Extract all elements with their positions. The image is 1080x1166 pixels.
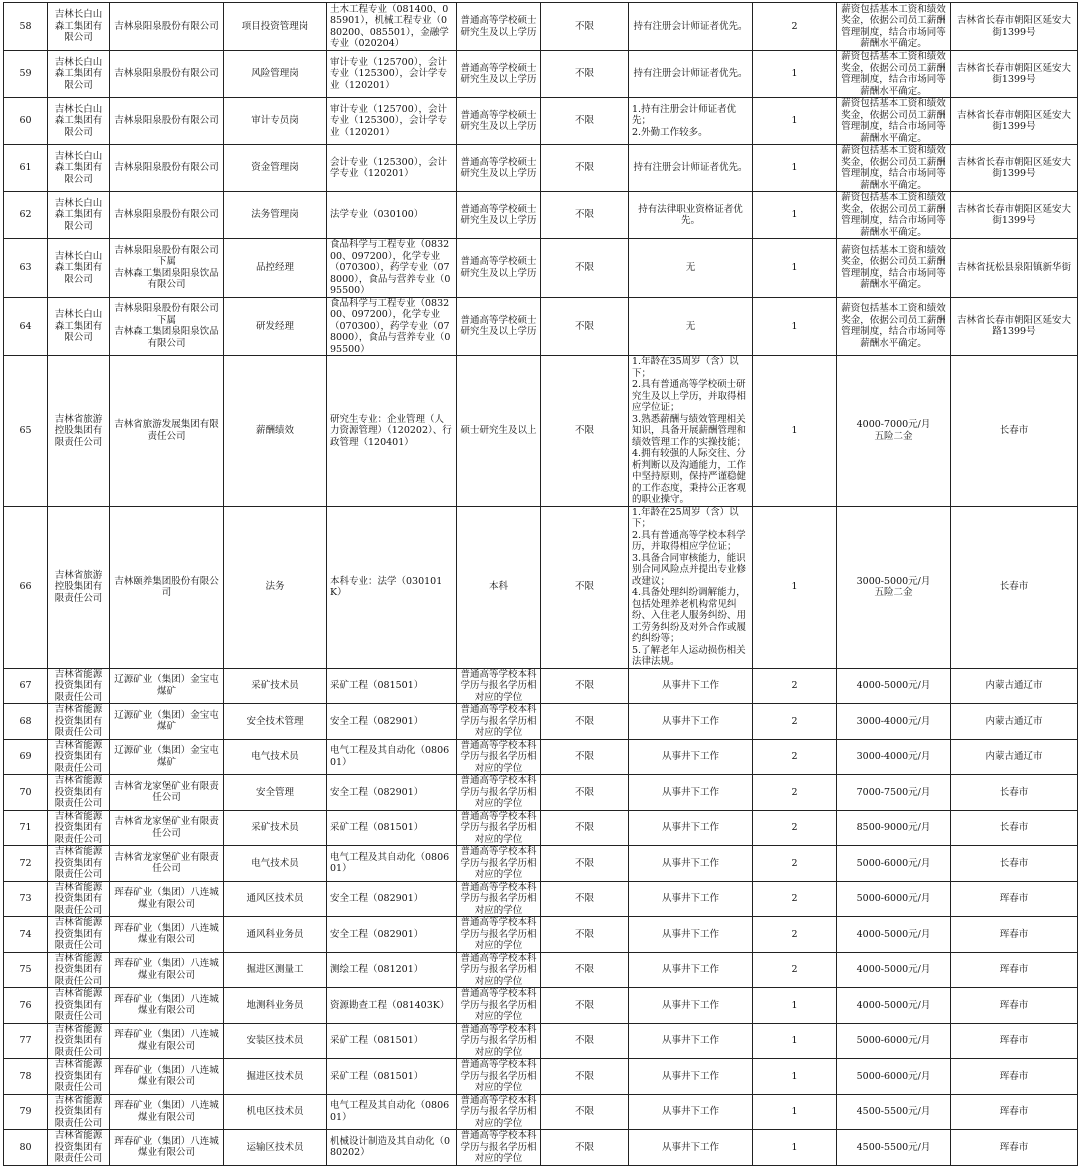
post-name-cell: 地测科业务员: [224, 988, 327, 1024]
row-number-cell: 78: [4, 1059, 48, 1095]
restriction-cell: 不限: [541, 846, 629, 882]
education-cell: 普通高等学校本科学历与报名学历相对应的学位: [457, 1023, 541, 1059]
salary-cell: 5000-6000元/月: [837, 881, 951, 917]
restriction-cell: 不限: [541, 952, 629, 988]
group-unit-cell: 吉林省能源投资集团有限责任公司: [48, 846, 110, 882]
major-cell: 电气工程及其自动化（080601）: [327, 739, 457, 775]
restriction-cell: 不限: [541, 239, 629, 298]
row-number-cell: 79: [4, 1094, 48, 1130]
education-cell: 普通高等学校本科学历与报名学历相对应的学位: [457, 1130, 541, 1166]
row-number-cell: 74: [4, 917, 48, 953]
education-cell: 普通高等学校本科学历与报名学历相对应的学位: [457, 704, 541, 740]
row-number-cell: 65: [4, 356, 48, 507]
post-name-cell: 通风区技术员: [224, 881, 327, 917]
row-number-cell: 80: [4, 1130, 48, 1166]
requirement-cell: 持有注册会计师证者优先。: [629, 51, 753, 98]
location-cell: 吉林省长春市朝阳区延安大街1399号: [951, 145, 1078, 192]
headcount-cell: 1: [753, 297, 837, 356]
company-cell: 吉林省旅游发展集团有限责任公司: [110, 356, 224, 507]
company-cell: 吉林泉阳泉股份有限公司下属 吉林森工集团泉阳泉饮品有限公司: [110, 239, 224, 298]
recruitment-table: [3, 2, 1078, 1166]
requirement-cell: 持有注册会计师证者优先。: [629, 3, 753, 51]
restriction-cell: 不限: [541, 810, 629, 846]
row-number-cell: 64: [4, 297, 48, 356]
company-cell: 吉林泉阳泉股份有限公司: [110, 98, 224, 145]
headcount-cell: 1: [753, 145, 837, 192]
row-number-cell: 58: [4, 3, 48, 51]
location-cell: 长春市: [951, 506, 1078, 668]
company-cell: 吉林省龙家堡矿业有限责任公司: [110, 846, 224, 882]
post-name-cell: 掘进区技术员: [224, 1059, 327, 1095]
company-cell: 珲春矿业（集团）八连城煤业有限公司: [110, 988, 224, 1024]
headcount-cell: 1: [753, 988, 837, 1024]
table-row: [4, 1023, 1078, 1059]
restriction-cell: 不限: [541, 356, 629, 507]
headcount-cell: 1: [753, 1130, 837, 1166]
company-cell: 吉林颐养集团股份有限公司: [110, 506, 224, 668]
headcount-cell: 1: [753, 239, 837, 298]
headcount-cell: 1: [753, 506, 837, 668]
headcount-cell: 2: [753, 881, 837, 917]
post-name-cell: 薪酬绩效: [224, 356, 327, 507]
post-name-cell: 风险管理岗: [224, 51, 327, 98]
table-row: [4, 988, 1078, 1024]
major-cell: 食品科学与工程专业（083200、097200），化学专业（070300），药学专业（078000），食品与营养专业（095500）: [327, 239, 457, 298]
major-cell: 审计专业（125700），会计专业（125300），会计学专业（120201）: [327, 51, 457, 98]
major-cell: 采矿工程（081501）: [327, 1059, 457, 1095]
education-cell: 普通高等学校本科学历与报名学历相对应的学位: [457, 952, 541, 988]
requirement-cell: 从事井下工作: [629, 1059, 753, 1095]
restriction-cell: 不限: [541, 917, 629, 953]
group-unit-cell: 吉林省能源投资集团有限责任公司: [48, 739, 110, 775]
education-cell: 普通高等学校硕士研究生及以上学历: [457, 192, 541, 239]
company-cell: 辽源矿业（集团）金宝屯煤矿: [110, 739, 224, 775]
location-cell: 长春市: [951, 356, 1078, 507]
requirement-cell: 从事井下工作: [629, 1130, 753, 1166]
restriction-cell: 不限: [541, 775, 629, 811]
table-row: [4, 356, 1078, 507]
table-row: [4, 810, 1078, 846]
row-number-cell: 70: [4, 775, 48, 811]
group-unit-cell: 吉林省能源投资集团有限责任公司: [48, 1094, 110, 1130]
headcount-cell: 1: [753, 1094, 837, 1130]
major-cell: 安全工程（082901）: [327, 775, 457, 811]
location-cell: 长春市: [951, 846, 1078, 882]
requirement-cell: 持有法律职业资格证者优先。: [629, 192, 753, 239]
location-cell: 内蒙古通辽市: [951, 739, 1078, 775]
education-cell: 普通高等学校本科学历与报名学历相对应的学位: [457, 1059, 541, 1095]
row-number-cell: 72: [4, 846, 48, 882]
restriction-cell: 不限: [541, 1059, 629, 1095]
row-number-cell: 73: [4, 881, 48, 917]
company-cell: 珲春矿业（集团）八连城煤业有限公司: [110, 1094, 224, 1130]
table-row: [4, 704, 1078, 740]
salary-cell: 薪资包括基本工资和绩效奖金，依据公司员工薪酬管理制度，结合市场同等薪酬水平确定。: [837, 51, 951, 98]
requirement-cell: 从事井下工作: [629, 846, 753, 882]
restriction-cell: 不限: [541, 3, 629, 51]
location-cell: 内蒙古通辽市: [951, 668, 1078, 704]
location-cell: 珲春市: [951, 917, 1078, 953]
table-row: [4, 917, 1078, 953]
group-unit-cell: 吉林长白山森工集团有限公司: [48, 297, 110, 356]
major-cell: 土木工程专业（081400、085901），机械工程专业（080200、085501），金融学专业（020204）: [327, 3, 457, 51]
headcount-cell: 2: [753, 704, 837, 740]
table-row: [4, 952, 1078, 988]
major-cell: 采矿工程（081501）: [327, 810, 457, 846]
company-cell: 吉林省龙家堡矿业有限责任公司: [110, 775, 224, 811]
education-cell: 普通高等学校硕士研究生及以上学历: [457, 51, 541, 98]
location-cell: 吉林省长春市朝阳区延安大街1399号: [951, 192, 1078, 239]
company-cell: 珲春矿业（集团）八连城煤业有限公司: [110, 952, 224, 988]
education-cell: 普通高等学校硕士研究生及以上学历: [457, 145, 541, 192]
education-cell: 本科: [457, 506, 541, 668]
location-cell: 吉林省抚松县泉阳镇新华街: [951, 239, 1078, 298]
row-number-cell: 69: [4, 739, 48, 775]
education-cell: 普通高等学校本科学历与报名学历相对应的学位: [457, 881, 541, 917]
requirement-cell: 从事井下工作: [629, 668, 753, 704]
salary-cell: 4000-5000元/月: [837, 988, 951, 1024]
table-row: [4, 98, 1078, 145]
major-cell: 采矿工程（081501）: [327, 1023, 457, 1059]
table-row: [4, 145, 1078, 192]
headcount-cell: 2: [753, 668, 837, 704]
company-cell: 珲春矿业（集团）八连城煤业有限公司: [110, 917, 224, 953]
major-cell: 食品科学与工程专业（083200、097200），化学专业（070300），药学专业（078000），食品与营养专业（095500）: [327, 297, 457, 356]
post-name-cell: 审计专员岗: [224, 98, 327, 145]
requirement-cell: 从事井下工作: [629, 1094, 753, 1130]
restriction-cell: 不限: [541, 1094, 629, 1130]
table-row: [4, 192, 1078, 239]
row-number-cell: 62: [4, 192, 48, 239]
salary-cell: 4500-5500元/月: [837, 1094, 951, 1130]
group-unit-cell: 吉林省能源投资集团有限责任公司: [48, 881, 110, 917]
table-row: [4, 668, 1078, 704]
row-number-cell: 75: [4, 952, 48, 988]
salary-cell: 7000-7500元/月: [837, 775, 951, 811]
salary-cell: 薪资包括基本工资和绩效奖金，依据公司员工薪酬管理制度，结合市场同等薪酬水平确定。: [837, 192, 951, 239]
company-cell: 吉林省龙家堡矿业有限责任公司: [110, 810, 224, 846]
education-cell: 普通高等学校本科学历与报名学历相对应的学位: [457, 988, 541, 1024]
location-cell: 长春市: [951, 810, 1078, 846]
location-cell: 珲春市: [951, 881, 1078, 917]
table-row: [4, 3, 1078, 51]
table-row: [4, 1094, 1078, 1130]
table-row: [4, 881, 1078, 917]
restriction-cell: 不限: [541, 739, 629, 775]
requirement-cell: 从事井下工作: [629, 810, 753, 846]
post-name-cell: 资金管理岗: [224, 145, 327, 192]
requirement-cell: 从事井下工作: [629, 952, 753, 988]
education-cell: 普通高等学校硕士研究生及以上学历: [457, 239, 541, 298]
restriction-cell: 不限: [541, 1130, 629, 1166]
location-cell: 珲春市: [951, 1130, 1078, 1166]
group-unit-cell: 吉林省能源投资集团有限责任公司: [48, 952, 110, 988]
restriction-cell: 不限: [541, 98, 629, 145]
location-cell: 吉林省长春市朝阳区延安大街1399号: [951, 3, 1078, 51]
headcount-cell: 1: [753, 192, 837, 239]
restriction-cell: 不限: [541, 988, 629, 1024]
post-name-cell: 通风科业务员: [224, 917, 327, 953]
company-cell: 珲春矿业（集团）八连城煤业有限公司: [110, 1130, 224, 1166]
restriction-cell: 不限: [541, 192, 629, 239]
education-cell: 普通高等学校硕士研究生及以上学历: [457, 297, 541, 356]
group-unit-cell: 吉林长白山森工集团有限公司: [48, 192, 110, 239]
salary-cell: 3000-4000元/月: [837, 739, 951, 775]
education-cell: 普通高等学校本科学历与报名学历相对应的学位: [457, 775, 541, 811]
restriction-cell: 不限: [541, 704, 629, 740]
major-cell: 机械设计制造及其自动化（080202）: [327, 1130, 457, 1166]
restriction-cell: 不限: [541, 506, 629, 668]
company-cell: 吉林泉阳泉股份有限公司: [110, 145, 224, 192]
headcount-cell: 1: [753, 1059, 837, 1095]
group-unit-cell: 吉林长白山森工集团有限公司: [48, 98, 110, 145]
restriction-cell: 不限: [541, 668, 629, 704]
education-cell: 普通高等学校本科学历与报名学历相对应的学位: [457, 810, 541, 846]
post-name-cell: 研发经理: [224, 297, 327, 356]
salary-cell: 薪资包括基本工资和绩效奖金，依据公司员工薪酬管理制度，结合市场同等薪酬水平确定。: [837, 145, 951, 192]
salary-cell: 8500-9000元/月: [837, 810, 951, 846]
group-unit-cell: 吉林省能源投资集团有限责任公司: [48, 668, 110, 704]
group-unit-cell: 吉林省旅游控股集团有限责任公司: [48, 506, 110, 668]
salary-cell: 3000-4000元/月: [837, 704, 951, 740]
location-cell: 珲春市: [951, 1059, 1078, 1095]
requirement-cell: 从事井下工作: [629, 917, 753, 953]
table-row: [4, 739, 1078, 775]
table-row: [4, 846, 1078, 882]
post-name-cell: 运输区技术员: [224, 1130, 327, 1166]
education-cell: 普通高等学校本科学历与报名学历相对应的学位: [457, 1094, 541, 1130]
company-cell: 吉林泉阳泉股份有限公司: [110, 3, 224, 51]
education-cell: 普通高等学校本科学历与报名学历相对应的学位: [457, 739, 541, 775]
requirement-cell: 1.年龄在35周岁（含）以下； 2.具有普通高等学校硕士研究生及以上学历，并取得相应学位证； 3.熟悉薪酬与绩效管理相关知识，具备开展薪酬管理和绩效管理工作的实操技能； 4.拥有较强的人际交往、分析判断以及沟通能力，工作中坚持原则，保持严谨稳健的工作态度，秉持公正客观的职业操守。: [629, 356, 753, 507]
requirement-cell: 持有注册会计师证者优先。: [629, 145, 753, 192]
requirement-cell: 从事井下工作: [629, 988, 753, 1024]
post-name-cell: 法务管理岗: [224, 192, 327, 239]
post-name-cell: 机电区技术员: [224, 1094, 327, 1130]
location-cell: 吉林省长春市朝阳区延安大路1399号: [951, 297, 1078, 356]
post-name-cell: 电气技术员: [224, 846, 327, 882]
location-cell: 珲春市: [951, 952, 1078, 988]
salary-cell: 5000-6000元/月: [837, 1023, 951, 1059]
headcount-cell: 2: [753, 917, 837, 953]
restriction-cell: 不限: [541, 51, 629, 98]
salary-cell: 5000-6000元/月: [837, 846, 951, 882]
row-number-cell: 60: [4, 98, 48, 145]
restriction-cell: 不限: [541, 297, 629, 356]
company-cell: 吉林泉阳泉股份有限公司: [110, 51, 224, 98]
post-name-cell: 安全技术管理: [224, 704, 327, 740]
major-cell: 安全工程（082901）: [327, 917, 457, 953]
row-number-cell: 63: [4, 239, 48, 298]
table-row: [4, 1059, 1078, 1095]
company-cell: 吉林泉阳泉股份有限公司: [110, 192, 224, 239]
requirement-cell: 1.持有注册会计师证者优先； 2.外勤工作较多。: [629, 98, 753, 145]
major-cell: 测绘工程（081201）: [327, 952, 457, 988]
row-number-cell: 68: [4, 704, 48, 740]
headcount-cell: 1: [753, 1023, 837, 1059]
group-unit-cell: 吉林省旅游控股集团有限责任公司: [48, 356, 110, 507]
major-cell: 本科专业：法学（030101K）: [327, 506, 457, 668]
table-row: [4, 1130, 1078, 1166]
location-cell: 珲春市: [951, 1023, 1078, 1059]
major-cell: 资源勘查工程（081403K）: [327, 988, 457, 1024]
group-unit-cell: 吉林省能源投资集团有限责任公司: [48, 1130, 110, 1166]
location-cell: 内蒙古通辽市: [951, 704, 1078, 740]
post-name-cell: 安全管理: [224, 775, 327, 811]
salary-cell: 3000-5000元/月 五险二金: [837, 506, 951, 668]
group-unit-cell: 吉林省能源投资集团有限责任公司: [48, 1059, 110, 1095]
major-cell: 电气工程及其自动化（080601）: [327, 846, 457, 882]
requirement-cell: 从事井下工作: [629, 704, 753, 740]
group-unit-cell: 吉林省能源投资集团有限责任公司: [48, 917, 110, 953]
education-cell: 普通高等学校本科学历与报名学历相对应的学位: [457, 917, 541, 953]
major-cell: 法学专业（030100）: [327, 192, 457, 239]
education-cell: 普通高等学校本科学历与报名学历相对应的学位: [457, 846, 541, 882]
education-cell: 普通高等学校硕士研究生及以上学历: [457, 98, 541, 145]
row-number-cell: 59: [4, 51, 48, 98]
major-cell: 采矿工程（081501）: [327, 668, 457, 704]
salary-cell: 薪资包括基本工资和绩效奖金，依据公司员工薪酬管理制度，结合市场同等薪酬水平确定。: [837, 3, 951, 51]
company-cell: 吉林泉阳泉股份有限公司下属 吉林森工集团泉阳泉饮品有限公司: [110, 297, 224, 356]
post-name-cell: 电气技术员: [224, 739, 327, 775]
post-name-cell: 安装区技术员: [224, 1023, 327, 1059]
salary-cell: 薪资包括基本工资和绩效奖金，依据公司员工薪酬管理制度，结合市场同等薪酬水平确定。: [837, 98, 951, 145]
salary-cell: 4000-5000元/月: [837, 668, 951, 704]
salary-cell: 4500-5500元/月: [837, 1130, 951, 1166]
table-row: [4, 775, 1078, 811]
company-cell: 珲春矿业（集团）八连城煤业有限公司: [110, 1023, 224, 1059]
row-number-cell: 66: [4, 506, 48, 668]
salary-cell: 5000-6000元/月: [837, 1059, 951, 1095]
salary-cell: 薪资包括基本工资和绩效奖金，依据公司员工薪酬管理制度，结合市场同等薪酬水平确定。: [837, 239, 951, 298]
company-cell: 珲春矿业（集团）八连城煤业有限公司: [110, 1059, 224, 1095]
major-cell: 电气工程及其自动化（080601）: [327, 1094, 457, 1130]
requirement-cell: 从事井下工作: [629, 775, 753, 811]
group-unit-cell: 吉林省能源投资集团有限责任公司: [48, 775, 110, 811]
headcount-cell: 2: [753, 810, 837, 846]
restriction-cell: 不限: [541, 145, 629, 192]
post-name-cell: 采矿技术员: [224, 810, 327, 846]
location-cell: 珲春市: [951, 988, 1078, 1024]
requirement-cell: 无: [629, 297, 753, 356]
row-number-cell: 76: [4, 988, 48, 1024]
post-name-cell: 掘进区测量工: [224, 952, 327, 988]
headcount-cell: 2: [753, 952, 837, 988]
salary-cell: 4000-5000元/月: [837, 917, 951, 953]
post-name-cell: 采矿技术员: [224, 668, 327, 704]
table-row: [4, 239, 1078, 298]
requirement-cell: 从事井下工作: [629, 881, 753, 917]
table-row: [4, 297, 1078, 356]
major-cell: 审计专业（125700），会计专业（125300），会计学专业（120201）: [327, 98, 457, 145]
restriction-cell: 不限: [541, 1023, 629, 1059]
headcount-cell: 2: [753, 846, 837, 882]
education-cell: 普通高等学校本科学历与报名学历相对应的学位: [457, 668, 541, 704]
headcount-cell: 1: [753, 356, 837, 507]
major-cell: 会计专业（125300），会计学专业（120201）: [327, 145, 457, 192]
requirement-cell: 从事井下工作: [629, 1023, 753, 1059]
salary-cell: 4000-5000元/月: [837, 952, 951, 988]
table-body: [4, 3, 1078, 1166]
major-cell: 安全工程（082901）: [327, 704, 457, 740]
location-cell: 长春市: [951, 775, 1078, 811]
group-unit-cell: 吉林长白山森工集团有限公司: [48, 239, 110, 298]
major-cell: 安全工程（082901）: [327, 881, 457, 917]
company-cell: 辽源矿业（集团）金宝屯煤矿: [110, 668, 224, 704]
group-unit-cell: 吉林长白山森工集团有限公司: [48, 3, 110, 51]
location-cell: 珲春市: [951, 1094, 1078, 1130]
group-unit-cell: 吉林省能源投资集团有限责任公司: [48, 988, 110, 1024]
group-unit-cell: 吉林省能源投资集团有限责任公司: [48, 1023, 110, 1059]
salary-cell: 薪资包括基本工资和绩效奖金，依据公司员工薪酬管理制度，结合市场同等薪酬水平确定。: [837, 297, 951, 356]
education-cell: 普通高等学校硕士研究生及以上学历: [457, 3, 541, 51]
education-cell: 硕士研究生及以上: [457, 356, 541, 507]
table-row: [4, 51, 1078, 98]
group-unit-cell: 吉林长白山森工集团有限公司: [48, 51, 110, 98]
row-number-cell: 67: [4, 668, 48, 704]
restriction-cell: 不限: [541, 881, 629, 917]
company-cell: 辽源矿业（集团）金宝屯煤矿: [110, 704, 224, 740]
location-cell: 吉林省长春市朝阳区延安大街1399号: [951, 51, 1078, 98]
group-unit-cell: 吉林长白山森工集团有限公司: [48, 145, 110, 192]
group-unit-cell: 吉林省能源投资集团有限责任公司: [48, 810, 110, 846]
post-name-cell: 项目投资管理岗: [224, 3, 327, 51]
location-cell: 吉林省长春市朝阳区延安大街1399号: [951, 98, 1078, 145]
headcount-cell: 1: [753, 98, 837, 145]
group-unit-cell: 吉林省能源投资集团有限责任公司: [48, 704, 110, 740]
row-number-cell: 77: [4, 1023, 48, 1059]
major-cell: 研究生专业：企业管理（人力资源管理）（120202）、行政管理（120401）: [327, 356, 457, 507]
headcount-cell: 2: [753, 3, 837, 51]
post-name-cell: 法务: [224, 506, 327, 668]
headcount-cell: 2: [753, 739, 837, 775]
headcount-cell: 1: [753, 51, 837, 98]
salary-cell: 4000-7000元/月 五险二金: [837, 356, 951, 507]
requirement-cell: 1.年龄在25周岁（含）以下； 2.具有普通高等学校本科学历，并取得相应学位证； 3.具备合同审核能力，能识别合同风险点并提出专业修改建议； 4.具备处理纠纷调解能力，包括处理养老机构常见纠纷、入住老人服务纠纷、用工劳务纠纷及对外合作或履约纠纷等； 5.了解老年人运动损伤相关法律法规。: [629, 506, 753, 668]
row-number-cell: 61: [4, 145, 48, 192]
headcount-cell: 2: [753, 775, 837, 811]
row-number-cell: 71: [4, 810, 48, 846]
post-name-cell: 品控经理: [224, 239, 327, 298]
table-row: [4, 506, 1078, 668]
company-cell: 珲春矿业（集团）八连城煤业有限公司: [110, 881, 224, 917]
requirement-cell: 从事井下工作: [629, 739, 753, 775]
requirement-cell: 无: [629, 239, 753, 298]
